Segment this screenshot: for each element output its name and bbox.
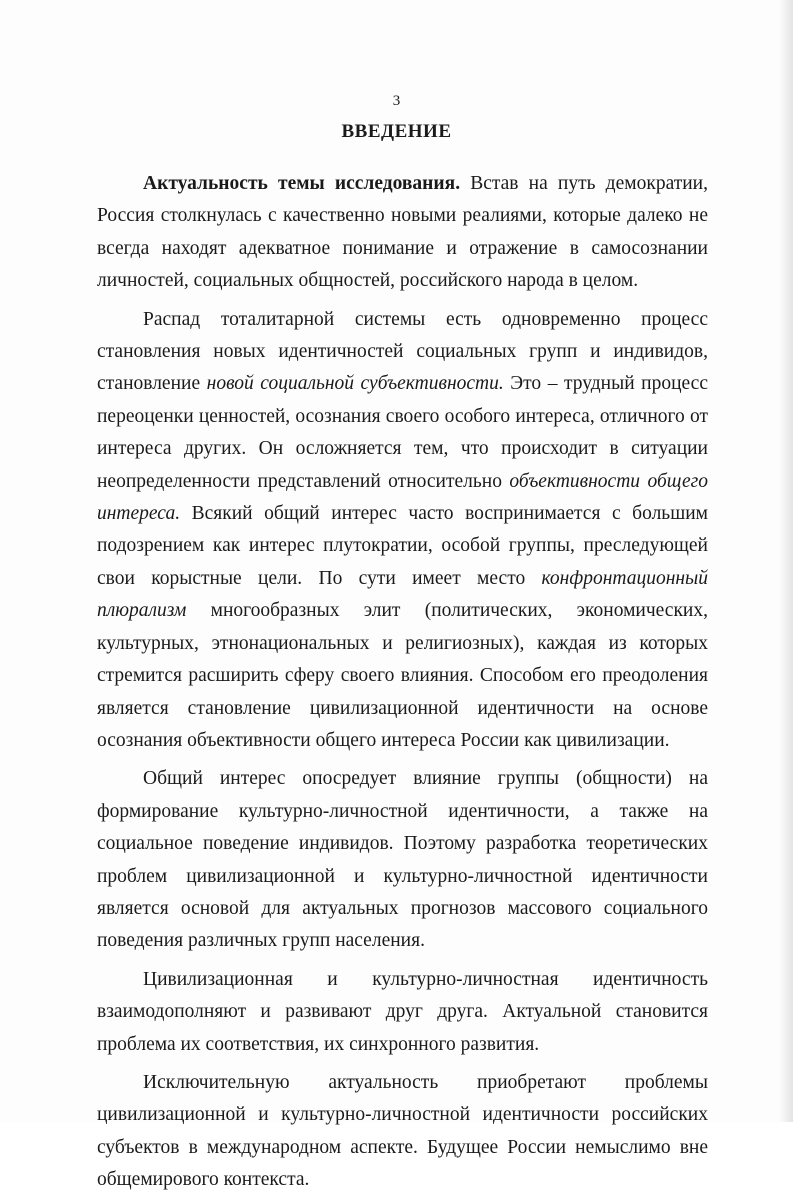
italic-term: конфронтационный плюрализм [97,567,708,622]
text-segment: Встав на путь демократии, Россия столкнулась с качественно новыми реалиями, которые далеко не всегда находят адекватное понимание и отражение в самосознании личностей, социальных общностей, российского народа в целом. [97,173,708,292]
paragraph-international-aspect [97,1067,708,1197]
text-segment: Всякий общий интерес часто воспринимается с большим подозрением как интерес плутократии, особой группы, преследующей свои корыстные цели. По сути имеет место [97,503,708,589]
text-segment: Цивилизационная и культурно-личностная идентичность взаимодополняют и развивают друг друга. Актуальной становится проблема их соответствия, их синхронного развития. [97,968,708,1055]
text-segment: многообразных элит (политических, экономических, культурных, этнонациональных и религиозных), каждая из которых стремится расширить сферу своего влияния. Способом его преодоления является становление цивилизационной идентичности на основе осознания объективности общего интереса России как цивилизации. [97,600,708,751]
page-number: 3 [392,93,401,109]
relevance-lead: Актуальность темы исследования. [143,173,461,194]
paragraph-relevance [97,168,708,298]
body-text [97,168,708,1197]
text-segment: Исключительную актуальность приобретают проблемы цивилизационной и культурно-личностной идентичности российских субъектов в международном аспекте. Будущее России немыслимо вне общемирового контекста. [97,1071,708,1191]
page-edge-shadow [779,0,793,1122]
text-segment: Общий интерес опосредует влияние группы (общности) на формирование культурно-личностной идентичности, а также на социальное поведение индивидов. Поэтому разработка теоретических проблем цивилизационной и культурно-личностной идентичности является основой для актуальных прогнозов массового социального поведения различных групп населения. [97,768,708,952]
paragraph-totalitarian-collapse [97,304,708,758]
paragraph-common-interest [97,763,708,957]
paragraph-complementarity [97,964,708,1061]
text-segment: Это – трудный процесс переоценки ценностей, осознания своего особого интереса, отличного от интереса других. Он осложняется тем, что происходит в ситуации неопределенности представлений относительно [97,373,708,492]
italic-term: объективности общего интереса. [97,470,708,525]
italic-term: новой социальной субъективности. [206,373,504,395]
page-title: ВВЕДЕНИЕ [341,121,452,142]
text-segment: Распад тоталитарной системы есть одновременно процесс становления новых идентичностей социальных групп и индивидов, становление [97,308,708,395]
